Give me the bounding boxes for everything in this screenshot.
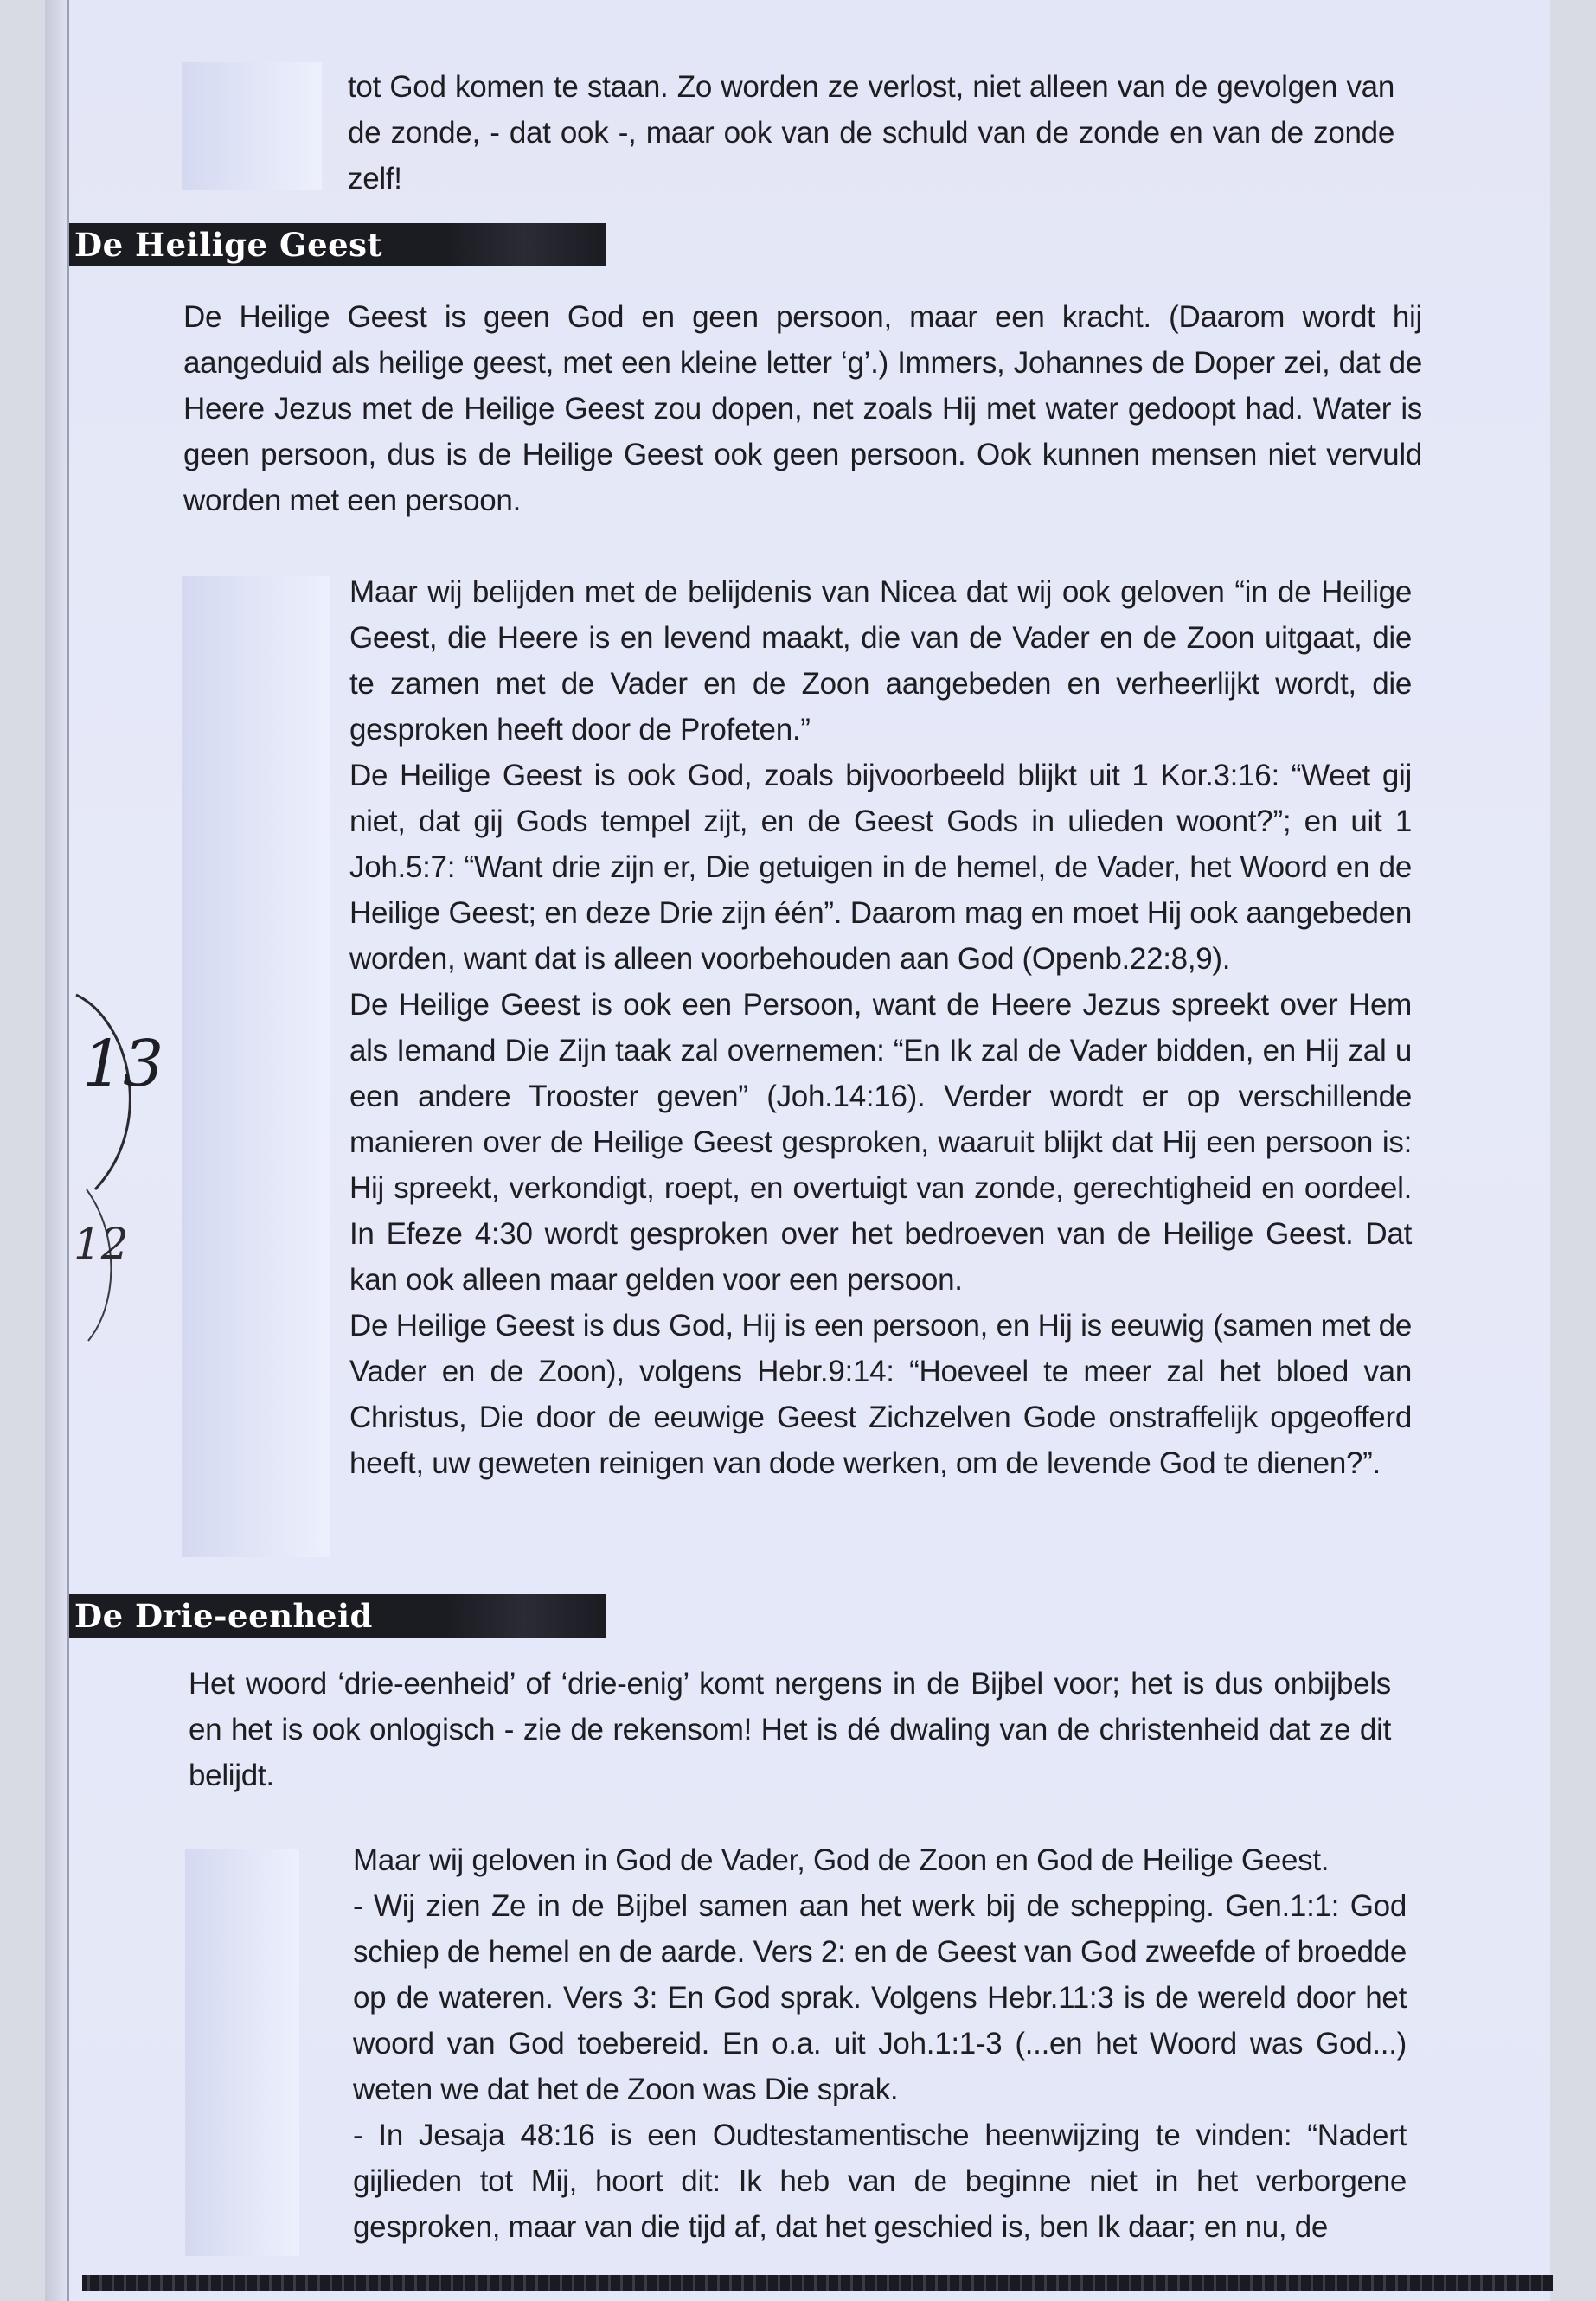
margin-note-secondary: 12 <box>74 1219 129 1269</box>
intro-paragraph <box>348 64 1394 202</box>
paragraph-strip <box>185 1849 299 2256</box>
holy-spirit-response-paragraph: De Heilige Geest is ook een Persoon, want de Heere Jezus spreekt over Hem als Iemand Die Zijn taak zal overnemen: “En Ik zal de Vader bidden, en Hij zal u een andere Trooster geven” (Joh.14:16). Verder wordt er op verschillende manieren over de Heilige Geest gesproken, waaruit blijkt dat Hij een persoon is: Hij spreekt, verkondigt, roept, en overtuigt van zonde, gerechtigheid en oordeel. In Efeze 4:30 wordt gesproken over het bedroeven van de Heilige Geest. Dat kan ook alleen maar gelden voor een persoon. <box>349 988 1412 1297</box>
holy-spirit-claim-text: De Heilige Geest is geen God en geen persoon, maar een kracht. (Daarom wordt hij aangeduid als heilige geest, met een kleine letter ‘g’.) Immers, Johannes de Doper zei, dat de Heere Jezus met de Heilige Geest zou dopen, net zoals Hij met water gedoopt had. Water is geen persoon, dus is de Heilige Geest ook geen persoon. Ook kunnen mensen niet vervuld worden met een persoon. <box>183 300 1422 517</box>
paragraph-strip <box>182 62 322 190</box>
trinity-claim-text: Het woord ‘drie-eenheid’ of ‘drie-enig’ komt nergens in de Bijbel voor; het is dus onbijbels en het is ook onlogisch - zie de rekensom! Het is dé dwaling van de christenheid dat ze dit belijdt. <box>189 1667 1391 1792</box>
trinity-response-paragraph: Maar wij geloven in God de Vader, God de Zoon en God de Heilige Geest. <box>353 1843 1330 1877</box>
section-heading-bar <box>69 1594 606 1638</box>
margin-note-primary: 13 <box>82 1027 164 1101</box>
page-bottom-border <box>82 2275 1553 2291</box>
trinity-response <box>353 1837 1407 2250</box>
holy-spirit-response-paragraph: Maar wij belijden met de belijdenis van Nicea dat wij ook geloven “in de Heilige Geest, die Heere is en levend maakt, die van de Vader en de Zoon uitgaat, die te zamen met de Vader en de Zoon aangebeden en verheerlijkt wordt, die gesproken heeft door de Profeten.” <box>349 575 1412 747</box>
section-heading-trinity: De Drie-eenheid <box>74 1597 373 1635</box>
handwritten-page-number <box>35 977 164 1358</box>
holy-spirit-response-paragraph: De Heilige Geest is dus God, Hij is een persoon, en Hij is eeuwig (samen met de Vader en de Zoon), volgens Hebr.9:14: “Hoeveel te meer zal het bloed van Christus, Die door de eeuwige Geest Zichzelven Gode onstraffelijk opgeofferd heeft, uw geweten reinigen van dode werken, om de levende God te dienen?”. <box>349 1309 1412 1480</box>
paragraph-strip <box>182 576 330 1557</box>
holy-spirit-response <box>349 569 1412 1486</box>
trinity-claim <box>189 1661 1391 1798</box>
intro-text: tot God komen te staan. Zo worden ze verlost, niet alleen van de gevolgen van de zonde, - dat ook -, maar ook van de schuld van de zonde en van de zonde zelf! <box>348 70 1394 195</box>
trinity-response-paragraph: - Wij zien Ze in de Bijbel samen aan het werk bij de schepping. Gen.1:1: God schiep de hemel en de aarde. Vers 2: en de Geest van God zweefde of broedde op de wateren. Vers 3: En God sprak. Volgens Hebr.11:3 is de wereld door het woord van God toebereid. En o.a. uit Joh.1:1-3 (...en het Woord was God...) weten we dat het de Zoon was Die sprak. <box>353 1889 1407 2106</box>
section-heading-holy-spirit: De Heilige Geest <box>74 226 383 264</box>
holy-spirit-response-paragraph: De Heilige Geest is ook God, zoals bijvoorbeeld blijkt uit 1 Kor.3:16: “Weet gij niet, dat gij Gods tempel zijt, en de Geest Gods in ulieden woont?”; en uit 1 Joh.5:7: “Want drie zijn er, Die getuigen in de hemel, de Vader, het Woord en de Heilige Geest; en deze Drie zijn één”. Daarom mag en moet Hij ook aangebeden worden, want dat is alleen voorbehouden aan God (Openb.22:8,9). <box>349 759 1412 976</box>
holy-spirit-claim <box>183 294 1422 523</box>
section-heading-bar <box>69 223 606 266</box>
trinity-response-paragraph: - In Jesaja 48:16 is een Oudtestamentische heenwijzing te vinden: “Nadert gijlieden tot Mij, hoort dit: Ik heb van de beginne niet in het verborgene gesproken, maar van die tijd af, dat het geschied is, ben Ik daar; en nu, de <box>353 2118 1407 2244</box>
